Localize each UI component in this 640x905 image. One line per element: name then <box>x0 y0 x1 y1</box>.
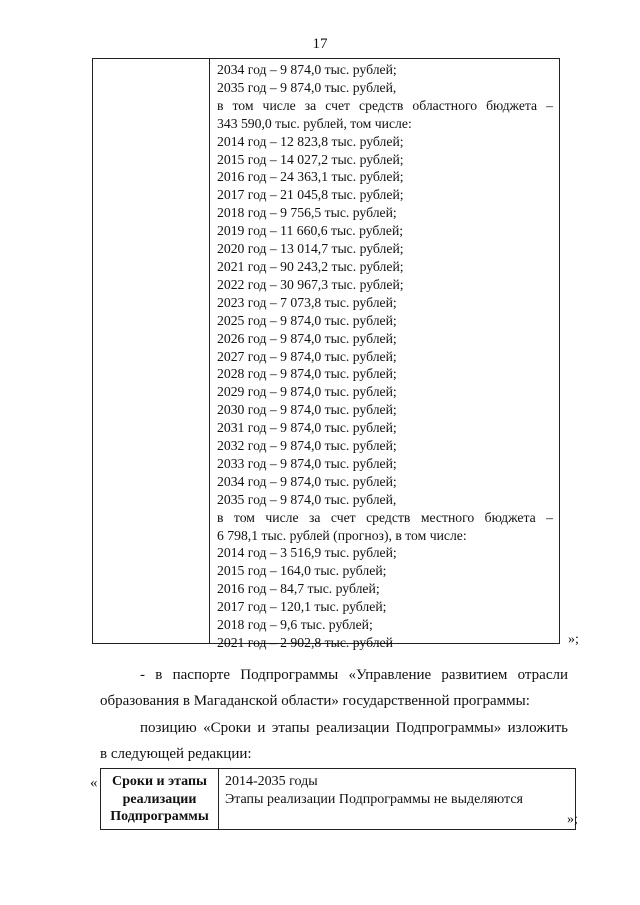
terms-table <box>100 768 576 830</box>
funding-line: 2021 год – 90 243,2 тыс. рублей; <box>217 258 404 274</box>
funding-line: 343 590,0 тыс. рублей, том числе: <box>217 115 412 131</box>
funding-line: 2015 год – 14 027,2 тыс. рублей; <box>217 151 404 167</box>
opening-quote-mark: « <box>90 775 98 791</box>
funding-line: 2018 год – 9 756,5 тыс. рублей; <box>217 205 397 221</box>
funding-line: 2015 год – 164,0 тыс. рублей; <box>217 563 387 579</box>
funding-line: 2021 год – 2 902,8 тыс. рублей <box>217 635 393 650</box>
funding-line: 6 798,1 тыс. рублей (прогноз), в том числе: <box>217 527 467 543</box>
paragraph-line: в следующей редакции: <box>100 746 252 762</box>
closing-quote-mark: »; <box>568 632 579 647</box>
table-column-divider <box>218 769 219 829</box>
funding-line: 2017 год – 21 045,8 тыс. рублей; <box>217 187 404 203</box>
paragraph-line: - в паспорте Подпрограммы «Управление развитием отрасли <box>140 667 568 683</box>
funding-line: в том числе за счет средств местного бюджета – <box>217 509 553 525</box>
label-line: Подпрограммы <box>110 809 209 824</box>
funding-line: 2029 год – 9 874,0 тыс. рублей; <box>217 384 397 400</box>
funding-line: в том числе за счет средств областного бюджета – <box>217 97 553 113</box>
funding-line: 2016 год – 84,7 тыс. рублей; <box>217 581 380 597</box>
label-line: реализации <box>122 791 197 807</box>
funding-line: 2033 год – 9 874,0 тыс. рублей; <box>217 455 397 471</box>
funding-line: 2027 год – 9 874,0 тыс. рублей; <box>217 348 397 364</box>
funding-line: 2031 год – 9 874,0 тыс. рублей; <box>217 420 397 436</box>
funding-line: 2023 год – 7 073,8 тыс. рублей; <box>217 294 397 310</box>
funding-cell <box>217 61 553 652</box>
label-line: Сроки и этапы <box>111 774 207 789</box>
funding-line: 2035 год – 9 874,0 тыс. рублей, <box>217 79 397 95</box>
funding-line: 2026 год – 9 874,0 тыс. рублей; <box>217 330 397 346</box>
funding-line: 2018 год – 9,6 тыс. рублей; <box>217 617 373 633</box>
position-paragraph <box>100 715 568 767</box>
funding-line: 2025 год – 9 874,0 тыс. рублей; <box>217 312 397 328</box>
funding-line: 2019 год – 11 660,6 тыс. рублей; <box>217 223 404 239</box>
funding-line: 2014 год – 12 823,8 тыс. рублей; <box>217 133 404 149</box>
value-line: Этапы реализации Подпрограммы не выделяются <box>225 792 523 807</box>
paragraph-line: образования в Магаданской области» государственной программы: <box>100 693 530 709</box>
funding-table <box>92 58 560 650</box>
funding-line: 2017 год – 120,1 тыс. рублей; <box>217 599 387 615</box>
table-column-divider <box>209 59 210 643</box>
terms-value-cell <box>225 773 523 809</box>
funding-line: 2030 год – 9 874,0 тыс. рублей; <box>217 402 397 418</box>
terms-label-cell <box>101 773 218 826</box>
funding-line: 2014 год – 3 516,9 тыс. рублей; <box>217 545 397 561</box>
funding-line: 2020 год – 13 014,7 тыс. рублей; <box>217 241 404 257</box>
funding-line: 2032 год – 9 874,0 тыс. рублей; <box>217 438 397 454</box>
page-number: 17 <box>312 36 328 52</box>
funding-line: 2016 год – 24 363,1 тыс. рублей; <box>217 169 404 185</box>
funding-line: 2028 год – 9 874,0 тыс. рублей; <box>217 366 397 382</box>
passport-paragraph <box>100 662 568 714</box>
paragraph-line: позицию «Сроки и этапы реализации Подпрограммы» изложить <box>140 720 568 736</box>
funding-line: 2034 год – 9 874,0 тыс. рублей; <box>217 473 397 489</box>
closing-quote-mark: »; <box>567 812 578 827</box>
value-line: 2014-2035 годы <box>225 774 318 789</box>
funding-line: 2034 год – 9 874,0 тыс. рублей; <box>217 62 397 77</box>
funding-line: 2035 год – 9 874,0 тыс. рублей, <box>217 491 397 507</box>
funding-line: 2022 год – 30 967,3 тыс. рублей; <box>217 276 404 292</box>
